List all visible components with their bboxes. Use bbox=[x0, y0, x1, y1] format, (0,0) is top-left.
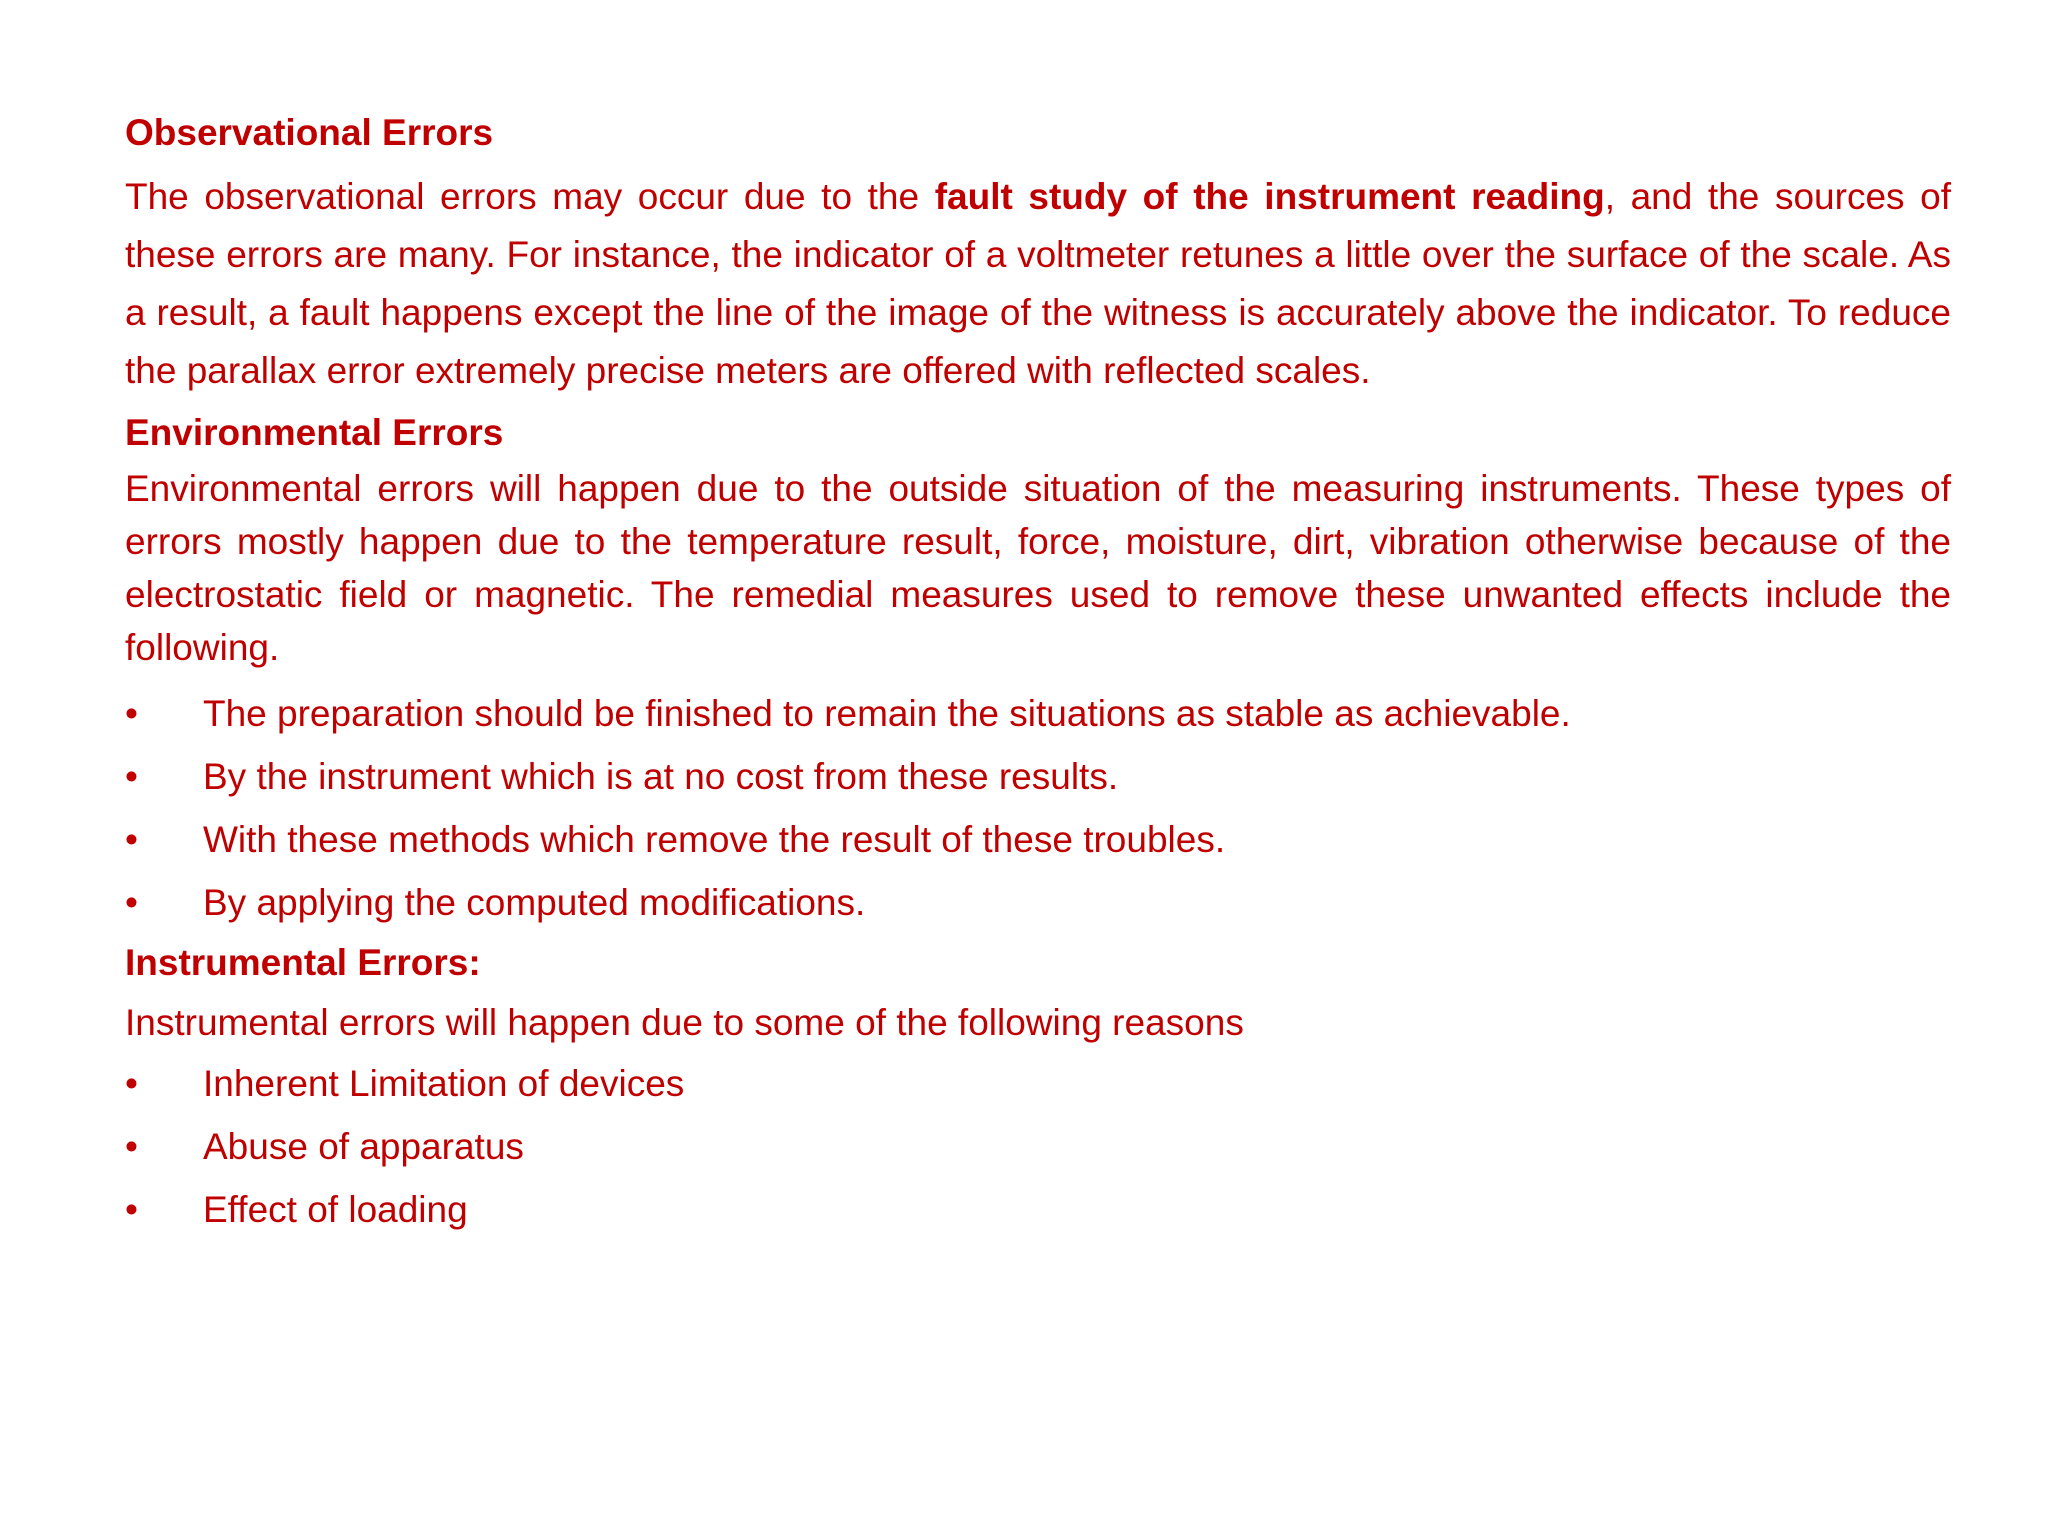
environmental-remedies-list bbox=[125, 682, 1951, 934]
observational-text-start: The observational errors may occur due to the bbox=[125, 176, 935, 217]
list-item-text: By applying the computed modifications. bbox=[203, 882, 866, 923]
list-item bbox=[125, 808, 1951, 871]
list-item bbox=[125, 1052, 1951, 1115]
list-item-text: By the instrument which is at no cost from these results. bbox=[203, 756, 1119, 797]
instrumental-errors-heading: Instrumental Errors: bbox=[125, 942, 481, 983]
bullet-icon: • bbox=[125, 1189, 138, 1230]
list-item-text: The preparation should be finished to remain the situations as stable as achievable. bbox=[203, 693, 1571, 734]
bullet-icon: • bbox=[125, 1126, 138, 1167]
list-item-text: With these methods which remove the result of these troubles. bbox=[203, 819, 1226, 860]
list-item bbox=[125, 1115, 1951, 1178]
list-item bbox=[125, 745, 1951, 808]
list-item-text: Effect of loading bbox=[203, 1189, 468, 1230]
bullet-icon: • bbox=[125, 819, 138, 860]
instrumental-reasons-list bbox=[125, 1052, 1951, 1241]
observational-errors-paragraph bbox=[125, 168, 1951, 400]
environmental-errors-paragraph: Environmental errors will happen due to the outside situation of the measuring instruments. These types of errors mostly happen due to the temperature result, force, moisture, dirt, vibration otherwise because of the electrostatic field or magnetic. The remedial measures used to remove these unwanted effects include the following. bbox=[125, 468, 1951, 668]
instrumental-errors-paragraph: Instrumental errors will happen due to some of the following reasons bbox=[125, 1002, 1244, 1043]
bullet-icon: • bbox=[125, 1063, 138, 1104]
observational-errors-heading: Observational Errors bbox=[125, 112, 494, 153]
observational-bold-phrase: fault study of the instrument reading bbox=[934, 176, 1605, 217]
list-item bbox=[125, 1178, 1951, 1241]
list-item bbox=[125, 682, 1951, 745]
bullet-icon: • bbox=[125, 756, 138, 797]
bullet-icon: • bbox=[125, 693, 138, 734]
list-item-text: Abuse of apparatus bbox=[203, 1126, 524, 1167]
document-page bbox=[125, 104, 1951, 1241]
bullet-icon: • bbox=[125, 882, 138, 923]
environmental-errors-heading: Environmental Errors bbox=[125, 412, 504, 453]
observational-text-end: , and the sources of these errors are many. For instance, the indicator of a voltmeter retunes a little over the surface of the scale. As a result, a fault happens except the line of the image of the witness is accurately above the indicator. To reduce the parallax error extremely precise meters are offered with reflected scales. bbox=[125, 176, 1951, 391]
list-item-text: Inherent Limitation of devices bbox=[203, 1063, 685, 1104]
list-item bbox=[125, 871, 1951, 934]
